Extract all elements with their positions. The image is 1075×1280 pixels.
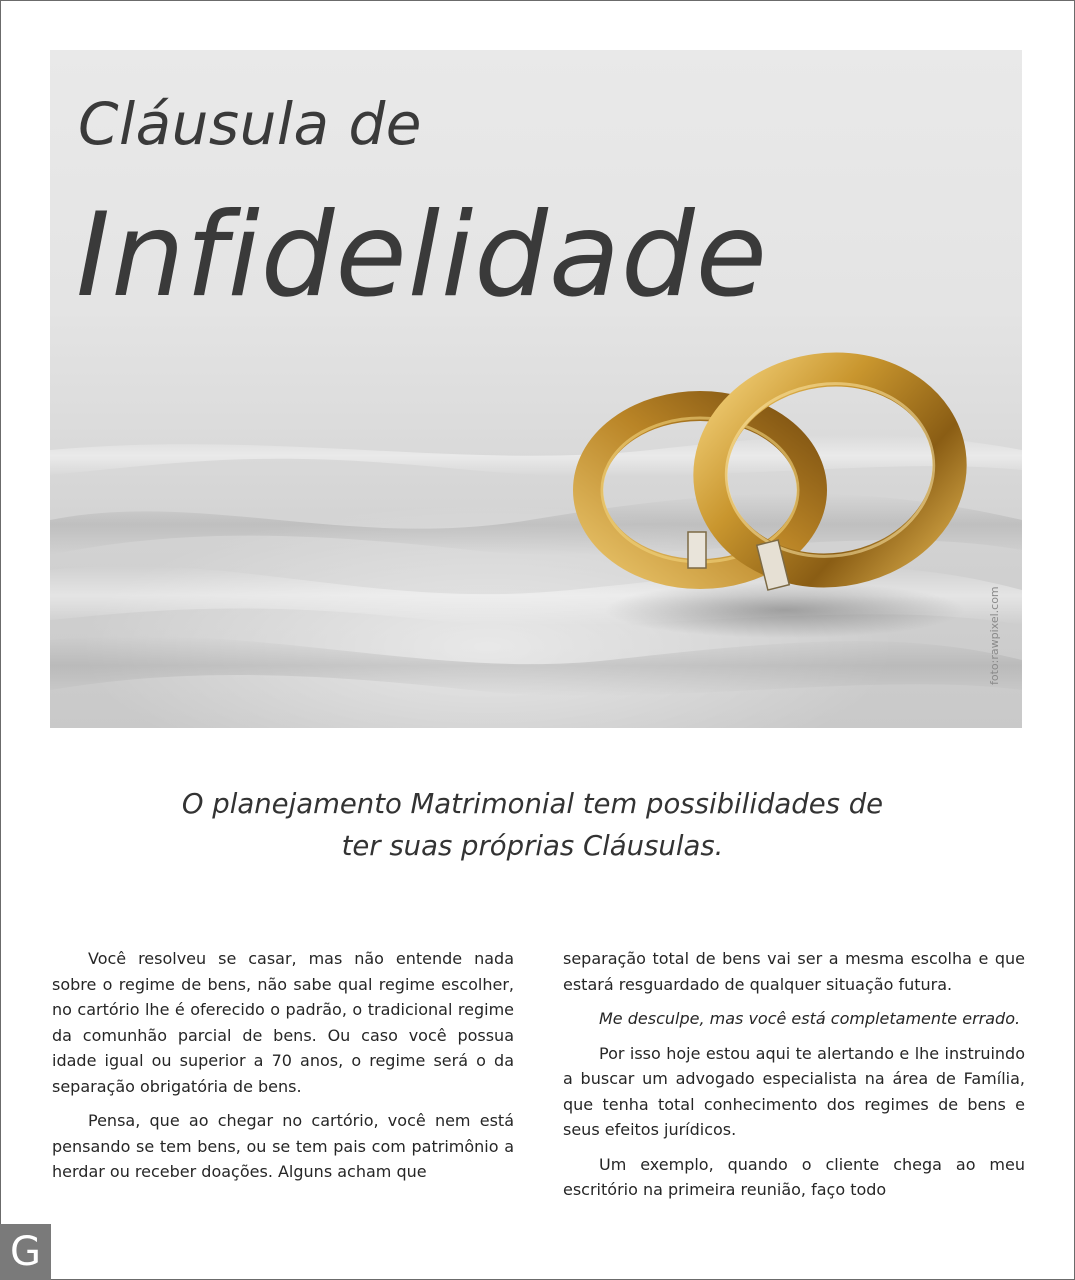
subtitle-line-2: ter suas próprias Cláusulas. [341, 830, 724, 862]
paragraph: Por isso hoje estou aqui te alertando e lhe instruindo a buscar um advogado especialista na área de Família, que tenha total conhecimento dos regimes de bens e seus efeitos jurídicos. [563, 1043, 1025, 1139]
photo-credit: foto:rawpixel.com [988, 586, 1001, 685]
title-line-1: Cláusula de [78, 90, 422, 158]
article-column-right [563, 946, 1025, 1203]
title-line-2: Infidelidade [76, 188, 768, 323]
paragraph-emphasis: Me desculpe, mas você está completamente errado. [599, 1009, 1021, 1028]
paragraph: Você resolveu se casar, mas não entende nada sobre o regime de bens, não sabe qual regime escolher, no cartório lhe é oferecido o padrão, o tradicional regime da comunhão parcial de bens. Ou caso você possua idade igual ou superior a 70 anos, o regime será o da separação obrigatória de bens. [52, 949, 514, 1096]
subtitle [120, 783, 945, 867]
article-column-left [52, 946, 514, 1185]
subtitle-line-1: O planejamento Matrimonial tem possibilidades de [181, 788, 884, 820]
folio-badge: G [0, 1224, 51, 1280]
paragraph: Pensa, que ao chegar no cartório, você nem está pensando se tem bens, ou se tem pais com patrimônio a herdar ou receber doações. Alguns acham que [52, 1111, 514, 1181]
paragraph: separação total de bens vai ser a mesma escolha e que estará resguardado de qualquer situação futura. [563, 949, 1025, 994]
paragraph: Um exemplo, quando o cliente chega ao meu escritório na primeira reunião, faço todo [563, 1154, 1025, 1199]
wedding-rings-image [570, 320, 970, 650]
hero-photo [50, 50, 1022, 728]
